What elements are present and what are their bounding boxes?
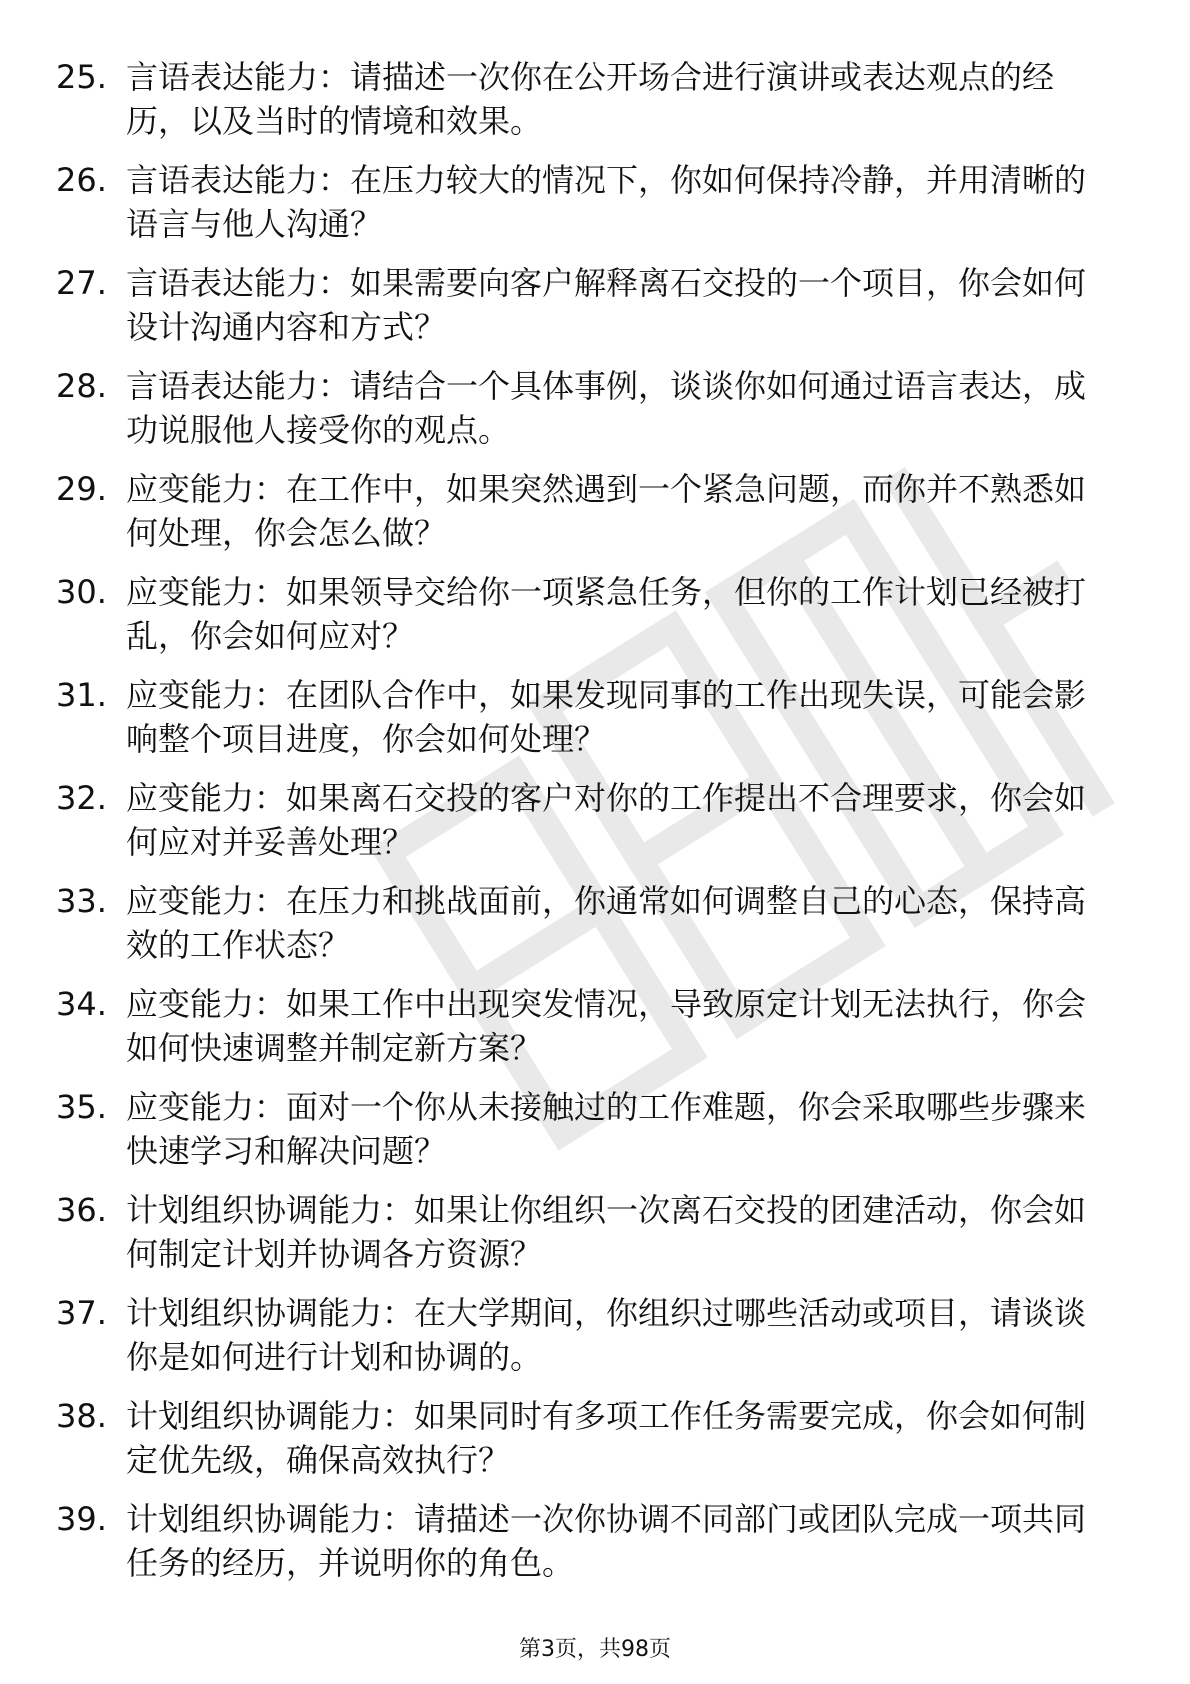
question-number: 37. xyxy=(56,1294,107,1332)
list-item xyxy=(56,879,1116,967)
list-item xyxy=(56,55,1116,143)
question-number: 38. xyxy=(56,1397,107,1435)
page-number-label: 第3页，共98页 xyxy=(519,1637,671,1662)
question-number: 30. xyxy=(56,573,107,611)
question-number: 39. xyxy=(56,1500,107,1538)
question-number: 34. xyxy=(56,985,107,1023)
question-text: 应变能力：在压力和挑战面前，你通常如何调整自己的心态，保持高效的工作状态？ xyxy=(126,882,1087,964)
question-text: 应变能力：如果离石交投的客户对你的工作提出不合理要求，你会如何应对并妥善处理？ xyxy=(126,779,1087,861)
question-number: 33. xyxy=(56,882,107,920)
list-item xyxy=(56,467,1116,555)
question-text: 计划组织协调能力：如果同时有多项工作任务需要完成，你会如何制定优先级，确保高效执行？ xyxy=(126,1397,1087,1479)
question-text: 应变能力：如果工作中出现突发情况，导致原定计划无法执行，你会如何快速调整并制定新方案？ xyxy=(126,985,1087,1067)
question-text: 应变能力：面对一个你从未接触过的工作难题，你会采取哪些步骤来快速学习和解决问题？ xyxy=(126,1088,1087,1170)
question-text: 计划组织协调能力：请描述一次你协调不同部门或团队完成一项共同任务的经历，并说明你的角色。 xyxy=(126,1500,1087,1582)
question-number: 35. xyxy=(56,1088,107,1126)
question-text: 应变能力：在工作中，如果突然遇到一个紧急问题，而你并不熟悉如何处理，你会怎么做？ xyxy=(126,470,1087,552)
list-item xyxy=(56,570,1116,658)
question-number: 26. xyxy=(56,161,107,199)
question-number: 32. xyxy=(56,779,107,817)
question-list xyxy=(56,55,1116,1600)
list-item xyxy=(56,673,1116,761)
question-number: 36. xyxy=(56,1191,107,1229)
list-item xyxy=(56,261,1116,349)
question-number: 31. xyxy=(56,676,107,714)
list-item xyxy=(56,1497,1116,1585)
list-item xyxy=(56,1291,1116,1379)
question-number: 25. xyxy=(56,58,107,96)
list-item xyxy=(56,1188,1116,1276)
list-item xyxy=(56,158,1116,246)
list-item xyxy=(56,1085,1116,1173)
list-item xyxy=(56,364,1116,452)
question-text: 应变能力：如果领导交给你一项紧急任务，但你的工作计划已经被打乱，你会如何应对？ xyxy=(126,573,1087,655)
list-item xyxy=(56,1394,1116,1482)
question-number: 29. xyxy=(56,470,107,508)
question-text: 言语表达能力：请结合一个具体事例，谈谈你如何通过语言表达，成功说服他人接受你的观点。 xyxy=(126,367,1087,449)
list-item xyxy=(56,982,1116,1070)
question-text: 计划组织协调能力：如果让你组织一次离石交投的团建活动，你会如何制定计划并协调各方资源？ xyxy=(126,1191,1087,1273)
question-number: 28. xyxy=(56,367,107,405)
question-text: 应变能力：在团队合作中，如果发现同事的工作出现失误，可能会影响整个项目进度，你会如何处理？ xyxy=(126,676,1087,758)
question-text: 言语表达能力：请描述一次你在公开场合进行演讲或表达观点的经历，以及当时的情境和效果。 xyxy=(126,58,1055,140)
list-item xyxy=(56,776,1116,864)
question-text: 言语表达能力：如果需要向客户解释离石交投的一个项目，你会如何设计沟通内容和方式？ xyxy=(126,264,1087,346)
question-text: 计划组织协调能力：在大学期间，你组织过哪些活动或项目，请谈谈你是如何进行计划和协调的。 xyxy=(126,1294,1087,1376)
question-number: 27. xyxy=(56,264,107,302)
question-text: 言语表达能力：在压力较大的情况下，你如何保持冷静，并用清晰的语言与他人沟通？ xyxy=(126,161,1087,243)
page-footer xyxy=(0,1636,1190,1664)
